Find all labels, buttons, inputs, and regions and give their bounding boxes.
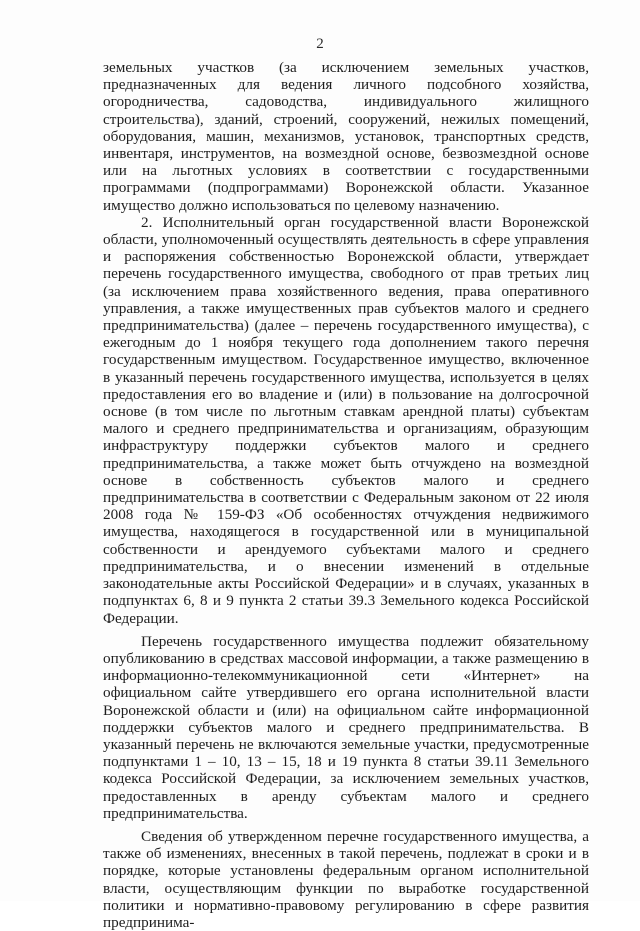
paragraph-clause-2: 2. Исполнительный орган государственной власти Воронежской области, уполномоченный осуществлять деятельность в сфере управления и распоряжения собственностью Воронежской области, утверждает перечень государственного имущества, свободного от прав третьих лиц (за исключением права хозяйственного ведения, права оперативного управления, а также имущественных прав субъектов малого и среднего предпринимательства) (далее – перечень государственного имущества), с ежегодным до 1 ноября текущего года дополнением такого перечня государственным имуществом. Государственное имущество, включенное в указанный перечень государственного имущества, используется в целях предоставления его во владение и (или) в пользование на долгосрочной основе (в том числе по льготным ставкам арендной платы) субъектам малого и среднего предпринимательства и организациям, образующим инфраструктуру поддержки субъектов малого и среднего предпринимательства, а также может быть отчуждено на возмездной основе в собственность субъектов малого и среднего предпринимательства в соответствии с Федеральным законом от 22 июля 2008 года № 159-ФЗ «Об особенностях отчуждения недвижимого имущества, находящегося в государственной или в муниципальной собственности и арендуемого субъектами малого и среднего предпринимательства, и о внесении изменений в отдельные законодательные акты Российской Федерации» и в случаях, указанных в подпунктах 6, 8 и 9 пункта 2 статьи 39.3 Земельного кодекса Российской Федерации. [103, 213, 589, 627]
paragraph-continuation: земельных участков (за исключением земельных участков, предназначенных для ведения личного подсобного хозяйства, огородничества, садоводства, индивидуального жилищного строительства), зданий, строений, сооружений, нежилых помещений, оборудования, машин, механизмов, установок, транспортных средств, инвентаря, инструментов, на возмездной основе, безвозмездной основе или на льготных условиях в соответствии с государственными программами (подпрограммами) Воронежской области. Указанное имущество должно использоваться по целевому назначению. [103, 59, 589, 214]
page-number: 2 [316, 36, 324, 52]
paragraph-information: Сведения об утвержденном перечне государственного имущества, а также об изменениях, внесенных в такой перечень, подлежат в сроки и в порядке, которые установлены федеральным органом исполнительной власти, осуществляющим функции по выработке государственной политики и нормативно-правовому регулированию в сфере развития предпринима- [103, 827, 589, 931]
document-body [103, 59, 589, 931]
paragraph-publication: Перечень государственного имущества подлежит обязательному опубликованию в средствах массовой информации, а также размещению в информационно-телекоммуникационной сети «Интернет» на официальном сайте утвердившего его органа исполнительной власти Воронежской области и (или) на официальном сайте информационной поддержки субъектов малого и среднего предпринимательства. В указанный перечень не включаются земельные участки, предусмотренные подпунктами 1 – 10, 13 – 15, 18 и 19 пункта 8 статьи 39.11 Земельного кодекса Российской Федерации, за исключением земельных участков, предоставленных в аренду субъектам малого и среднего предпринимательства. [103, 632, 589, 822]
